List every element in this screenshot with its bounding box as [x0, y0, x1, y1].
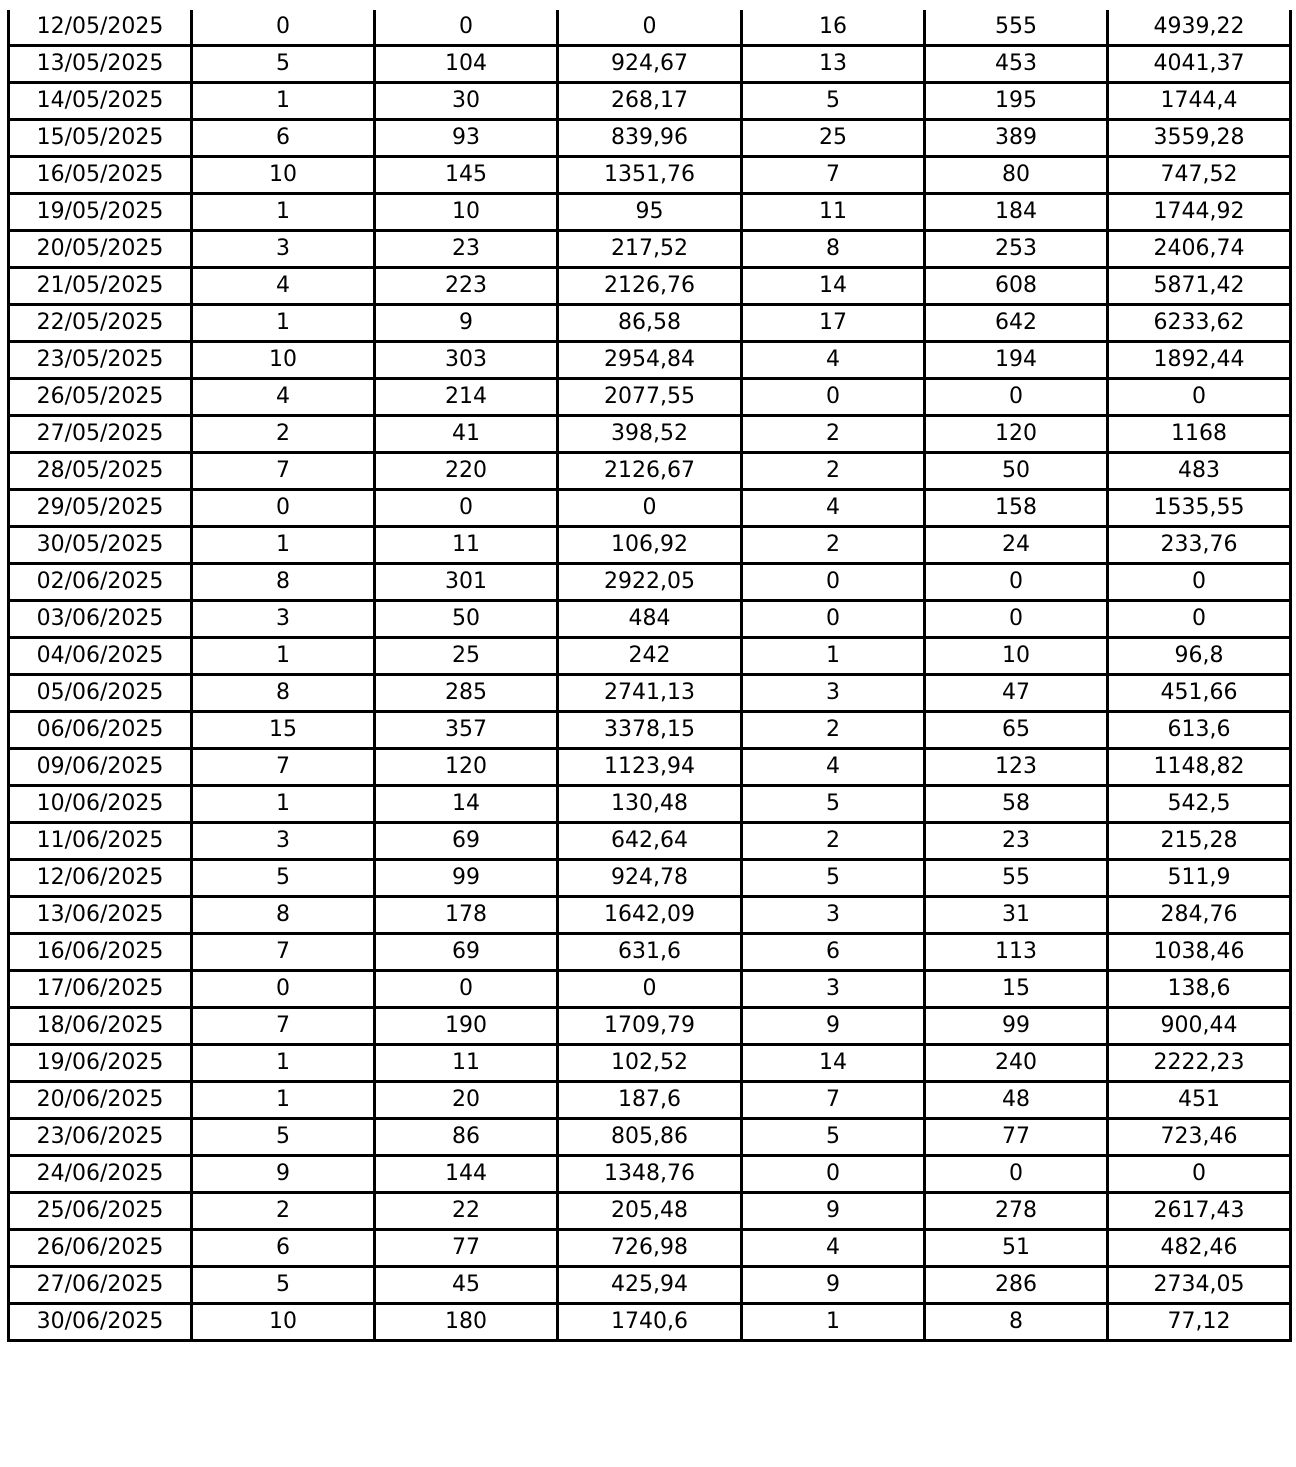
col4-cell: 2922,05 — [558, 564, 742, 601]
col2-cell: 1 — [192, 638, 375, 675]
col6-cell: 642 — [925, 305, 1108, 342]
col2-cell: 7 — [192, 934, 375, 971]
col5-cell: 13 — [742, 46, 925, 83]
col3-cell: 145 — [375, 157, 558, 194]
date-cell: 14/05/2025 — [9, 83, 192, 120]
col2-cell: 8 — [192, 564, 375, 601]
col3-cell: 50 — [375, 601, 558, 638]
table-row — [9, 231, 1291, 268]
table-row — [9, 46, 1291, 83]
table-row — [9, 1082, 1291, 1119]
col5-cell: 3 — [742, 971, 925, 1008]
table-row — [9, 971, 1291, 1008]
col2-cell: 1 — [192, 194, 375, 231]
table-row — [9, 83, 1291, 120]
col3-cell: 77 — [375, 1230, 558, 1267]
col6-cell: 48 — [925, 1082, 1108, 1119]
col3-cell: 11 — [375, 527, 558, 564]
col2-cell: 1 — [192, 1045, 375, 1082]
col6-cell: 555 — [925, 10, 1108, 46]
col4-cell: 217,52 — [558, 231, 742, 268]
date-cell: 11/06/2025 — [9, 823, 192, 860]
col6-cell: 120 — [925, 416, 1108, 453]
col6-cell: 15 — [925, 971, 1108, 1008]
col5-cell: 8 — [742, 231, 925, 268]
date-cell: 26/06/2025 — [9, 1230, 192, 1267]
col2-cell: 0 — [192, 10, 375, 46]
col4-cell: 924,67 — [558, 46, 742, 83]
col5-cell: 16 — [742, 10, 925, 46]
date-cell: 12/05/2025 — [9, 10, 192, 46]
col7-cell: 5871,42 — [1108, 268, 1291, 305]
col6-cell: 453 — [925, 46, 1108, 83]
col3-cell: 214 — [375, 379, 558, 416]
col2-cell: 1 — [192, 786, 375, 823]
col3-cell: 99 — [375, 860, 558, 897]
col2-cell: 3 — [192, 601, 375, 638]
col7-cell: 0 — [1108, 379, 1291, 416]
table-body — [9, 10, 1291, 1341]
col3-cell: 223 — [375, 268, 558, 305]
table-row — [9, 1045, 1291, 1082]
table-row — [9, 10, 1291, 46]
col4-cell: 268,17 — [558, 83, 742, 120]
date-cell: 12/06/2025 — [9, 860, 192, 897]
col6-cell: 24 — [925, 527, 1108, 564]
col6-cell: 184 — [925, 194, 1108, 231]
col4-cell: 106,92 — [558, 527, 742, 564]
col2-cell: 5 — [192, 46, 375, 83]
col3-cell: 69 — [375, 934, 558, 971]
table-row — [9, 1119, 1291, 1156]
col4-cell: 726,98 — [558, 1230, 742, 1267]
col6-cell: 99 — [925, 1008, 1108, 1045]
col4-cell: 0 — [558, 971, 742, 1008]
col3-cell: 45 — [375, 1267, 558, 1304]
col6-cell: 0 — [925, 379, 1108, 416]
col2-cell: 7 — [192, 749, 375, 786]
date-cell: 16/06/2025 — [9, 934, 192, 971]
col5-cell: 9 — [742, 1267, 925, 1304]
col2-cell: 5 — [192, 1119, 375, 1156]
col2-cell: 6 — [192, 1230, 375, 1267]
col2-cell: 7 — [192, 453, 375, 490]
col7-cell: 2222,23 — [1108, 1045, 1291, 1082]
col4-cell: 805,86 — [558, 1119, 742, 1156]
col3-cell: 104 — [375, 46, 558, 83]
date-cell: 23/06/2025 — [9, 1119, 192, 1156]
table-row — [9, 490, 1291, 527]
table-row — [9, 1156, 1291, 1193]
col4-cell: 2126,76 — [558, 268, 742, 305]
col3-cell: 20 — [375, 1082, 558, 1119]
col5-cell: 0 — [742, 1156, 925, 1193]
table-row — [9, 1230, 1291, 1267]
col6-cell: 10 — [925, 638, 1108, 675]
col6-cell: 194 — [925, 342, 1108, 379]
col4-cell: 484 — [558, 601, 742, 638]
col7-cell: 1535,55 — [1108, 490, 1291, 527]
col4-cell: 1351,76 — [558, 157, 742, 194]
col2-cell: 10 — [192, 157, 375, 194]
date-cell: 03/06/2025 — [9, 601, 192, 638]
table-row — [9, 342, 1291, 379]
table-row — [9, 1008, 1291, 1045]
date-cell: 20/05/2025 — [9, 231, 192, 268]
col3-cell: 303 — [375, 342, 558, 379]
table-row — [9, 453, 1291, 490]
date-cell: 28/05/2025 — [9, 453, 192, 490]
date-cell: 21/05/2025 — [9, 268, 192, 305]
col5-cell: 9 — [742, 1008, 925, 1045]
date-cell: 13/06/2025 — [9, 897, 192, 934]
table-row — [9, 786, 1291, 823]
col4-cell: 3378,15 — [558, 712, 742, 749]
table-row — [9, 1193, 1291, 1230]
col7-cell: 4041,37 — [1108, 46, 1291, 83]
col4-cell: 102,52 — [558, 1045, 742, 1082]
col2-cell: 6 — [192, 120, 375, 157]
col3-cell: 14 — [375, 786, 558, 823]
col3-cell: 86 — [375, 1119, 558, 1156]
col5-cell: 17 — [742, 305, 925, 342]
col6-cell: 0 — [925, 564, 1108, 601]
col7-cell: 6233,62 — [1108, 305, 1291, 342]
table-row — [9, 675, 1291, 712]
col6-cell: 608 — [925, 268, 1108, 305]
col7-cell: 723,46 — [1108, 1119, 1291, 1156]
col3-cell: 30 — [375, 83, 558, 120]
date-cell: 25/06/2025 — [9, 1193, 192, 1230]
col4-cell: 839,96 — [558, 120, 742, 157]
col4-cell: 398,52 — [558, 416, 742, 453]
col6-cell: 240 — [925, 1045, 1108, 1082]
col4-cell: 2077,55 — [558, 379, 742, 416]
col2-cell: 3 — [192, 231, 375, 268]
table-row — [9, 527, 1291, 564]
col5-cell: 7 — [742, 157, 925, 194]
date-cell: 04/06/2025 — [9, 638, 192, 675]
col5-cell: 4 — [742, 342, 925, 379]
table-row — [9, 897, 1291, 934]
col4-cell: 2126,67 — [558, 453, 742, 490]
col7-cell: 1744,4 — [1108, 83, 1291, 120]
col4-cell: 642,64 — [558, 823, 742, 860]
table-row — [9, 712, 1291, 749]
col7-cell: 2617,43 — [1108, 1193, 1291, 1230]
col7-cell: 1148,82 — [1108, 749, 1291, 786]
date-cell: 18/06/2025 — [9, 1008, 192, 1045]
col7-cell: 542,5 — [1108, 786, 1291, 823]
data-table — [7, 10, 1292, 1342]
date-cell: 19/05/2025 — [9, 194, 192, 231]
col3-cell: 180 — [375, 1304, 558, 1341]
table-row — [9, 860, 1291, 897]
col5-cell: 3 — [742, 675, 925, 712]
col5-cell: 0 — [742, 601, 925, 638]
col6-cell: 47 — [925, 675, 1108, 712]
col5-cell: 6 — [742, 934, 925, 971]
col7-cell: 96,8 — [1108, 638, 1291, 675]
col5-cell: 14 — [742, 1045, 925, 1082]
col4-cell: 95 — [558, 194, 742, 231]
col5-cell: 5 — [742, 1119, 925, 1156]
col3-cell: 301 — [375, 564, 558, 601]
col3-cell: 10 — [375, 194, 558, 231]
date-cell: 02/06/2025 — [9, 564, 192, 601]
table-row — [9, 379, 1291, 416]
col6-cell: 278 — [925, 1193, 1108, 1230]
col4-cell: 1348,76 — [558, 1156, 742, 1193]
col2-cell: 8 — [192, 675, 375, 712]
col5-cell: 2 — [742, 712, 925, 749]
col2-cell: 2 — [192, 1193, 375, 1230]
col2-cell: 4 — [192, 379, 375, 416]
date-cell: 10/06/2025 — [9, 786, 192, 823]
col7-cell: 4939,22 — [1108, 10, 1291, 46]
col4-cell: 924,78 — [558, 860, 742, 897]
col6-cell: 253 — [925, 231, 1108, 268]
date-cell: 30/06/2025 — [9, 1304, 192, 1341]
col5-cell: 0 — [742, 564, 925, 601]
col4-cell: 1709,79 — [558, 1008, 742, 1045]
col4-cell: 0 — [558, 10, 742, 46]
col7-cell: 482,46 — [1108, 1230, 1291, 1267]
table-row — [9, 268, 1291, 305]
col7-cell: 1744,92 — [1108, 194, 1291, 231]
col5-cell: 5 — [742, 83, 925, 120]
col7-cell: 138,6 — [1108, 971, 1291, 1008]
col5-cell: 4 — [742, 749, 925, 786]
col3-cell: 41 — [375, 416, 558, 453]
col5-cell: 5 — [742, 860, 925, 897]
col5-cell: 2 — [742, 453, 925, 490]
table-row — [9, 157, 1291, 194]
table-row — [9, 1304, 1291, 1341]
table-row — [9, 564, 1291, 601]
col4-cell: 130,48 — [558, 786, 742, 823]
col6-cell: 123 — [925, 749, 1108, 786]
table-row — [9, 194, 1291, 231]
date-cell: 24/06/2025 — [9, 1156, 192, 1193]
col7-cell: 2406,74 — [1108, 231, 1291, 268]
col6-cell: 23 — [925, 823, 1108, 860]
date-cell: 27/06/2025 — [9, 1267, 192, 1304]
col5-cell: 0 — [742, 379, 925, 416]
col3-cell: 285 — [375, 675, 558, 712]
date-cell: 16/05/2025 — [9, 157, 192, 194]
col6-cell: 65 — [925, 712, 1108, 749]
col4-cell: 631,6 — [558, 934, 742, 971]
col2-cell: 1 — [192, 305, 375, 342]
col2-cell: 5 — [192, 1267, 375, 1304]
col6-cell: 58 — [925, 786, 1108, 823]
col6-cell: 195 — [925, 83, 1108, 120]
col5-cell: 2 — [742, 823, 925, 860]
col7-cell: 0 — [1108, 1156, 1291, 1193]
date-cell: 23/05/2025 — [9, 342, 192, 379]
col5-cell: 4 — [742, 490, 925, 527]
col3-cell: 178 — [375, 897, 558, 934]
col2-cell: 2 — [192, 416, 375, 453]
col3-cell: 22 — [375, 1193, 558, 1230]
col3-cell: 23 — [375, 231, 558, 268]
col3-cell: 11 — [375, 1045, 558, 1082]
col2-cell: 1 — [192, 527, 375, 564]
col4-cell: 86,58 — [558, 305, 742, 342]
col3-cell: 220 — [375, 453, 558, 490]
col2-cell: 1 — [192, 1082, 375, 1119]
col3-cell: 9 — [375, 305, 558, 342]
col6-cell: 113 — [925, 934, 1108, 971]
col3-cell: 93 — [375, 120, 558, 157]
col7-cell: 900,44 — [1108, 1008, 1291, 1045]
col4-cell: 1123,94 — [558, 749, 742, 786]
col4-cell: 187,6 — [558, 1082, 742, 1119]
date-cell: 29/05/2025 — [9, 490, 192, 527]
col3-cell: 144 — [375, 1156, 558, 1193]
col7-cell: 0 — [1108, 564, 1291, 601]
col4-cell: 425,94 — [558, 1267, 742, 1304]
col4-cell: 2954,84 — [558, 342, 742, 379]
col6-cell: 158 — [925, 490, 1108, 527]
col3-cell: 25 — [375, 638, 558, 675]
date-cell: 05/06/2025 — [9, 675, 192, 712]
col6-cell: 51 — [925, 1230, 1108, 1267]
col5-cell: 9 — [742, 1193, 925, 1230]
col6-cell: 50 — [925, 453, 1108, 490]
col5-cell: 14 — [742, 268, 925, 305]
date-cell: 27/05/2025 — [9, 416, 192, 453]
col7-cell: 451,66 — [1108, 675, 1291, 712]
col6-cell: 77 — [925, 1119, 1108, 1156]
table-row — [9, 823, 1291, 860]
col5-cell: 7 — [742, 1082, 925, 1119]
table-row — [9, 638, 1291, 675]
col3-cell: 190 — [375, 1008, 558, 1045]
col6-cell: 80 — [925, 157, 1108, 194]
date-cell: 20/06/2025 — [9, 1082, 192, 1119]
col2-cell: 1 — [192, 83, 375, 120]
date-cell: 15/05/2025 — [9, 120, 192, 157]
col5-cell: 25 — [742, 120, 925, 157]
col2-cell: 15 — [192, 712, 375, 749]
col7-cell: 0 — [1108, 601, 1291, 638]
col4-cell: 2741,13 — [558, 675, 742, 712]
col6-cell: 31 — [925, 897, 1108, 934]
col7-cell: 1168 — [1108, 416, 1291, 453]
col5-cell: 2 — [742, 416, 925, 453]
col7-cell: 215,28 — [1108, 823, 1291, 860]
col7-cell: 2734,05 — [1108, 1267, 1291, 1304]
date-cell: 30/05/2025 — [9, 527, 192, 564]
col4-cell: 205,48 — [558, 1193, 742, 1230]
col5-cell: 4 — [742, 1230, 925, 1267]
table-row — [9, 120, 1291, 157]
col5-cell: 1 — [742, 638, 925, 675]
col7-cell: 511,9 — [1108, 860, 1291, 897]
date-cell: 19/06/2025 — [9, 1045, 192, 1082]
col6-cell: 286 — [925, 1267, 1108, 1304]
col5-cell: 11 — [742, 194, 925, 231]
col6-cell: 0 — [925, 601, 1108, 638]
table-row — [9, 934, 1291, 971]
date-cell: 13/05/2025 — [9, 46, 192, 83]
table-row — [9, 749, 1291, 786]
col6-cell: 389 — [925, 120, 1108, 157]
col6-cell: 8 — [925, 1304, 1108, 1341]
col7-cell: 284,76 — [1108, 897, 1291, 934]
col3-cell: 0 — [375, 490, 558, 527]
col7-cell: 483 — [1108, 453, 1291, 490]
col4-cell: 242 — [558, 638, 742, 675]
col7-cell: 747,52 — [1108, 157, 1291, 194]
col7-cell: 451 — [1108, 1082, 1291, 1119]
col7-cell: 1892,44 — [1108, 342, 1291, 379]
col3-cell: 0 — [375, 971, 558, 1008]
col4-cell: 1740,6 — [558, 1304, 742, 1341]
col2-cell: 0 — [192, 971, 375, 1008]
col5-cell: 5 — [742, 786, 925, 823]
date-cell: 26/05/2025 — [9, 379, 192, 416]
date-cell: 17/06/2025 — [9, 971, 192, 1008]
table-row — [9, 601, 1291, 638]
table-row — [9, 416, 1291, 453]
col2-cell: 0 — [192, 490, 375, 527]
col7-cell: 233,76 — [1108, 527, 1291, 564]
date-cell: 06/06/2025 — [9, 712, 192, 749]
col7-cell: 613,6 — [1108, 712, 1291, 749]
col3-cell: 357 — [375, 712, 558, 749]
col5-cell: 2 — [742, 527, 925, 564]
col2-cell: 8 — [192, 897, 375, 934]
date-cell: 09/06/2025 — [9, 749, 192, 786]
col4-cell: 1642,09 — [558, 897, 742, 934]
col7-cell: 77,12 — [1108, 1304, 1291, 1341]
col2-cell: 7 — [192, 1008, 375, 1045]
col2-cell: 3 — [192, 823, 375, 860]
col5-cell: 1 — [742, 1304, 925, 1341]
col4-cell: 0 — [558, 490, 742, 527]
date-cell: 22/05/2025 — [9, 305, 192, 342]
col5-cell: 3 — [742, 897, 925, 934]
col2-cell: 4 — [192, 268, 375, 305]
col6-cell: 0 — [925, 1156, 1108, 1193]
col2-cell: 10 — [192, 1304, 375, 1341]
col7-cell: 3559,28 — [1108, 120, 1291, 157]
table-row — [9, 1267, 1291, 1304]
col2-cell: 10 — [192, 342, 375, 379]
table-row — [9, 305, 1291, 342]
col3-cell: 0 — [375, 10, 558, 46]
col2-cell: 5 — [192, 860, 375, 897]
col3-cell: 69 — [375, 823, 558, 860]
col2-cell: 9 — [192, 1156, 375, 1193]
col6-cell: 55 — [925, 860, 1108, 897]
col7-cell: 1038,46 — [1108, 934, 1291, 971]
col3-cell: 120 — [375, 749, 558, 786]
